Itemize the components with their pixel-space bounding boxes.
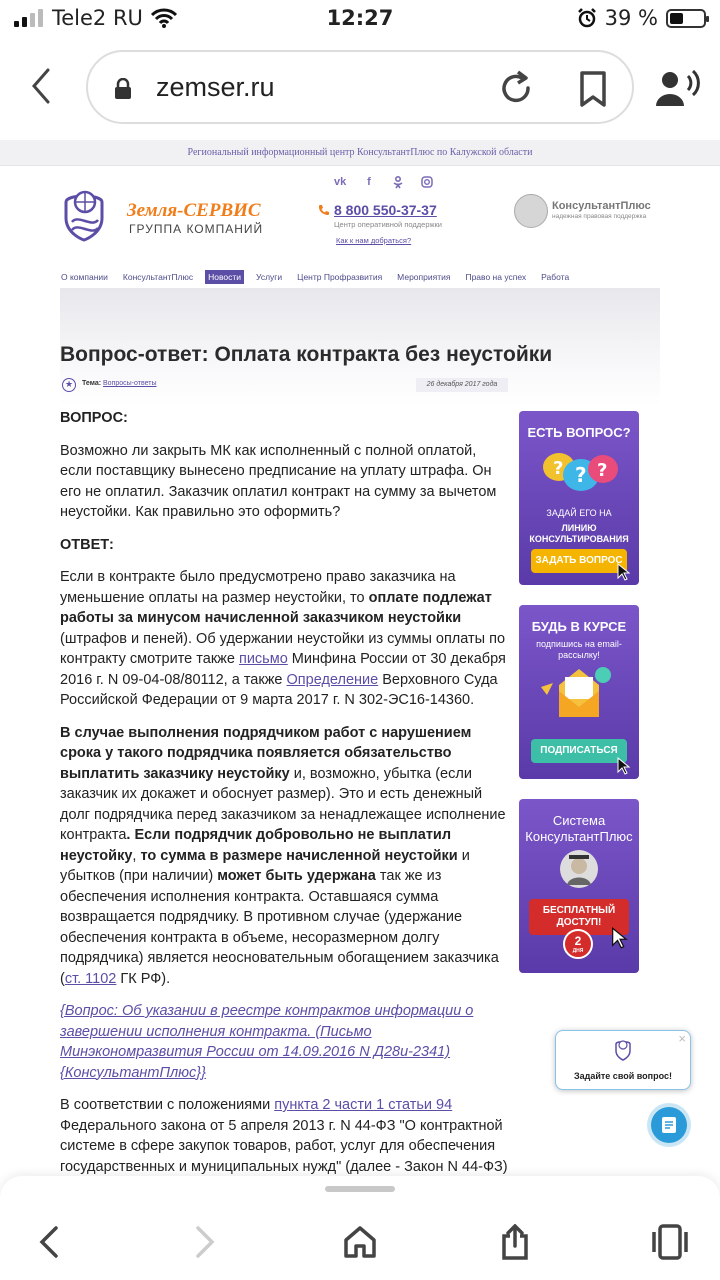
browser-bottom-toolbar [0,1176,720,1280]
nav-item-consultantplus[interactable]: КонсультантПлюс [122,272,194,282]
ruling-link[interactable]: Определение [286,671,379,688]
days-badge: 2 ДНЯ [563,929,593,959]
svg-text:?: ? [575,463,587,487]
phone-number[interactable]: 8 800 550-37-37 [334,202,437,218]
answer-heading: ОТВЕТ: [60,536,114,553]
chat-icon [651,1107,687,1143]
lock-icon [114,78,132,100]
bookmark-icon[interactable] [578,70,608,108]
forward-icon[interactable] [192,1224,218,1260]
nav-item-services[interactable]: Услуги [256,272,283,282]
battery-percent: 39 % [604,6,658,30]
cursor-icon [617,757,631,775]
card-title: БУДЬ В КУРСЕ [531,619,627,634]
card-caption: ЗАДАЙ ЕГО НА [546,508,612,518]
phone-block [318,202,437,218]
browser-address-bar [0,40,720,138]
nav-item-right-to-success[interactable]: Право на успех [465,272,527,282]
nav-item-prof-center[interactable]: Центр Профразвития [297,272,383,282]
status-bar [0,0,720,38]
question-bubbles-icon [537,445,621,497]
letter-link[interactable]: письмо [238,651,288,667]
close-icon[interactable]: × [678,1031,686,1046]
drag-handle[interactable] [325,1186,395,1192]
site-top-strip: Региональный информационный центр КонсультантПлюс по Калужской области [0,140,720,166]
logo-subtitle: ГРУППА КОМПАНИЙ [129,222,264,236]
consultantplus-tagline: надежная правовая поддержка [552,213,647,220]
logo-title: Земля-СЕРВИС [127,200,261,221]
consultantplus-name: КонсультантПлюс [552,200,651,212]
nav-item-events[interactable]: Мероприятия [397,272,451,282]
ask-question-button[interactable]: ЗАДАТЬ ВОПРОС [531,549,627,573]
instagram-icon[interactable] [421,176,433,192]
consultantplus-logo-icon[interactable] [514,194,548,228]
back-icon[interactable] [36,1224,62,1260]
carrier-name: Tele2 RU [52,6,143,30]
url-field[interactable] [86,50,634,124]
law-article-link[interactable]: пункта 2 части 1 статьи 94 [274,1097,453,1113]
free-access-badge[interactable]: БЕСПЛАТНЫЙ ДОСТУП! [529,899,629,935]
ask-question-card[interactable] [519,411,639,585]
nav-item-news[interactable]: Новости [205,270,244,284]
consultant-question-link[interactable]: {Вопрос: Об указании в реестре контрактов информации о завершении исполнения контракта. (Письмо Минэкономразвития России от 14.09.2016 N Д28и-2341) {КонсультантПлюс}} [60,1003,474,1081]
directions-link[interactable]: Как к нам добраться? [336,236,412,245]
chat-button[interactable] [651,1107,687,1143]
mascot-icon [559,849,599,889]
tema-link[interactable]: Вопросы-ответы [103,380,157,387]
card-caption: подпишись на email-рассылку! [536,639,622,660]
nav-item-jobs[interactable]: Работа [541,272,570,282]
answer-paragraph-4: В соответствии с положениями пункта 2 части 1 статьи 94 Федерального закона от 5 апреля 2013 г. N 44-ФЗ "О контрактной системе в сфере закупок товаров, работ, услуг для обеспечения государственных и муниципальных нужд" (далее - Закон N 44-ФЗ) [60,1097,508,1175]
web-page [0,140,720,1180]
phone-caption: Центр оперативной поддержки [334,220,442,229]
phone-icon [318,204,330,216]
cursor-icon [611,927,629,949]
share-icon[interactable] [500,1224,530,1260]
vk-icon[interactable]: vk [334,176,347,188]
svg-text:?: ? [597,460,608,481]
alarm-icon [577,8,597,28]
home-icon[interactable] [342,1224,378,1260]
chat-popup[interactable] [555,1030,691,1090]
article-title: Вопрос-ответ: Оплата контракта без неустойки [60,343,553,366]
odnoklassniki-icon[interactable] [392,176,404,192]
facebook-icon[interactable]: f [367,176,371,188]
subscribe-card[interactable] [519,605,639,779]
back-icon[interactable] [26,66,56,106]
star-icon: ★ [62,378,76,392]
article-body [60,408,510,1180]
nav-item-about[interactable]: О компании [61,272,108,282]
question-heading: ВОПРОС: [60,410,128,426]
company-logo-icon[interactable] [58,188,110,242]
svg-text:?: ? [553,458,564,479]
article-1102-link[interactable]: ст. 1102 [64,970,117,987]
chat-popup-text: Задайте свой вопрос! [574,1071,672,1081]
answer-paragraph-1: Если в контракте было предусмотрено право заказчика на уменьшение оплаты на размер неустойки, то оплате подлежат работы за минусом начисленной заказчиком неустойки (штрафов и пеней). Об удержании неустойки из суммы оплаты по контракту смотрите также письмо Минфина России от 30 декабря 2016 г. N 09-04-08/80112, а также Определение Верховного Суда Российской Федерации от 9 марта 2017 г. N 302-ЭС16-14360. [60,569,506,708]
voice-assistant-icon[interactable] [656,68,700,108]
tema-label: Тема: [82,380,102,387]
envelope-icon [539,665,619,721]
answer-paragraph-2: В случае выполнения подрядчиком работ с нарушением срока у такого подрядчика появляется обязательство выплатить заказчику неустойку и, возможно, убытка (если заказчик их докажет и обоснует размер). Это и есть денежный долг подрядчика перед заказчиком за ненадлежащее исполнение контракта. Если подрядчик добровольно не выплатил неустойку, то сумма в размере начисленной неустойки и убытков (при наличии) может быть удержана так же из обеспечения исполнения контракта. Оставшаяся сумма возвращается подрядчику. В противном случае (удержание обеспечения контракта в объеме, несоразмерном долгу подрядчика) является неосновательным обогащением заказчика (ст. 1102 ГК РФ). [60,724,506,987]
reload-icon[interactable] [500,70,534,108]
article-meta [60,378,508,394]
tabs-icon[interactable] [652,1224,688,1260]
answer-paragraph-3 [60,1001,510,1083]
site-header [0,166,720,262]
subscribe-button[interactable]: ПОДПИСАТЬСЯ [531,739,627,763]
article-date: 26 декабря 2017 года [416,378,508,392]
card-title: ЕСТЬ ВОПРОС? [527,425,631,440]
card-title: Система КонсультантПлюс [525,813,633,844]
social-links [334,176,433,192]
card-caption-strong: ЛИНИЮ КОНСУЛЬТИРОВАНИЯ [529,523,629,544]
main-nav [58,270,572,284]
cursor-icon [617,563,631,581]
battery-icon [666,9,706,28]
url-text: zemser.ru [156,72,275,102]
clock: 12:27 [326,6,394,30]
question-text: Возможно ли закрыть МК как исполненный с полной оплатой, если поставщику вынесено предписание на уплату штрафа. Он его не оплатил. Заказчик оплатил контракт на сумму за вычетом неустойки. Как правильно это оформить? [60,442,497,520]
chat-logo-icon [613,1039,633,1061]
